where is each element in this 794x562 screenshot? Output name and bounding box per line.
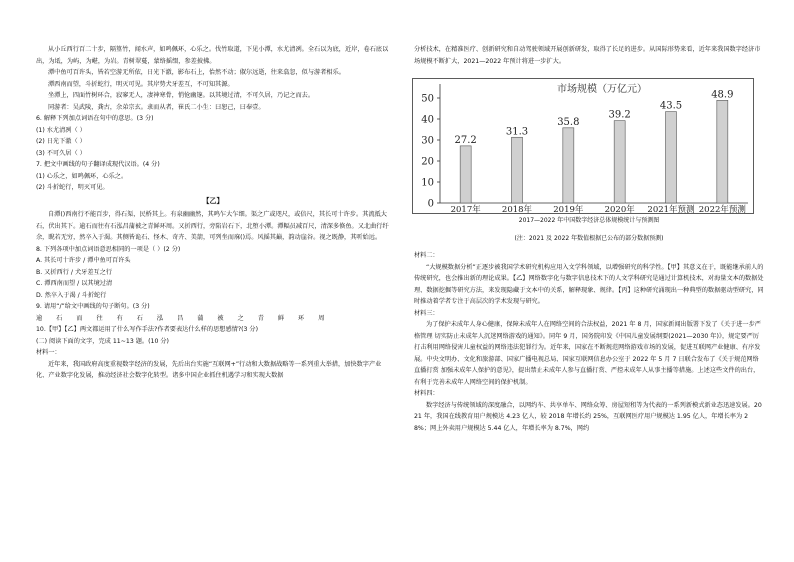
bar-3 bbox=[614, 121, 625, 203]
material-1-title: 材料一： bbox=[36, 349, 61, 356]
material-3-text: 为了保护未成年人身心健康，保障未成年人在网络空间的合法权益，2021 年 8 月，国家新闻出版署下发了《关于进一步严格管理 切实防止未成年人沉迷网络游戏的通知》。同年 9 月，国务院印发《中国儿童发展纲要(2021—2030 年)》，规定要严厉打击利用网络侵害儿童权益的网络违法犯罪行为。近年来，国家在不断规范网络游戏市场的发展，促进互联网产业健康、有序发展。中央文明办、文化和旅游部、国家广播电视总局、国家互联网信息办公室于 2022 年 5 月 7 日联合发布了《关于规范网络直播打赏 加强未成年人保护的意见》，提出禁止未成年人参与直播打赏、严控未成年人从事主播等措施。上述这些文件的出台，有利于完善未成年人网络空间的保护机制。 bbox=[414, 321, 761, 386]
bar-1 bbox=[512, 137, 523, 203]
passage-jia-para-4: 坐潭上，四面竹树环合，寂寥无人，凄神寒骨，悄怆幽邃。以其境过清，不可久居，乃记之而去。 bbox=[48, 92, 315, 99]
data-label-0: 27.2 bbox=[454, 134, 477, 146]
y-tick-label-3: 30 bbox=[421, 135, 434, 147]
y-tick-label-4: 40 bbox=[421, 114, 434, 126]
right-column bbox=[414, 0, 764, 434]
material-3-title: 材料三： bbox=[414, 309, 439, 317]
question-7-item-2: (2) 斗折蛇行，明灭可见。 bbox=[36, 184, 109, 191]
question-6: 6. 解释下列加点词语在句中的意思。(3 分) bbox=[36, 115, 154, 122]
question-8: 8. 下列各项中加点词语意思相同的一项是（ ）(2 分) bbox=[36, 245, 181, 253]
bar-0 bbox=[460, 146, 471, 203]
data-label-5: 48.9 bbox=[711, 89, 734, 101]
chart-title: 市场规模（万亿元） bbox=[557, 84, 647, 95]
passage-jia-para-5: 同游者：吴武陵，龚古，余弟宗玄。隶而从者，崔氏二小生：曰恕己，曰奉壹。 bbox=[48, 103, 265, 111]
passage-yi-text: 自潭()西南行不能百步，得石渠，民桥其上。有泉幽幽然，其鸣乍大乍细。渠之广或咫尺，或倍尺，其长可十许步。其流抵大石，伏出其下。逾石而往有石泓昌蒲被之青鲜环周。又折西行，旁陷岩石下，北堕小潭。潭幅员减百尺，清深多倏鱼。又北曲行纡余，睨若无穷，然卒入于渴。其侧皆诡石、怪木、奇卉、美箭，可列坐而庥()焉。风摇其巅，韵动崖谷。视之既静，其听始远。 bbox=[36, 211, 389, 241]
x-tick-label-0: 2017年 bbox=[450, 205, 481, 214]
x-tick-label-3: 2020年 bbox=[604, 205, 635, 214]
data-label-3: 39.2 bbox=[608, 109, 631, 121]
chart-canvas bbox=[412, 78, 754, 214]
data-label-2: 35.8 bbox=[557, 116, 580, 128]
y-tick-label-0: 0 bbox=[427, 198, 434, 210]
x-tick-label-1: 2018年 bbox=[501, 205, 533, 214]
passage-jia-para-1: 从小丘西行百二十步，隔篁竹，闻水声，如鸣佩环，心乐之。伐竹取道，下见小潭，水尤清冽。全石以为底，近岸，卷石底以出，为坻，为屿，为嵁，为岩。青树翠蔓，蒙络摇缀，参差披拂。 bbox=[36, 46, 389, 65]
question-7-item-1: (1) 心乐之，如鸣佩环，心乐之。 bbox=[36, 172, 128, 180]
question-10: 10.【甲】【乙】两文都运用了什么写作手法?作者要表达什么样的思想感情?(3 分) bbox=[36, 326, 259, 333]
question-6-item-2: (2) 日光下澈（ ） bbox=[36, 138, 86, 145]
material-4-text: 数字经济与传统领域的深度融合，以网约车、共享单车、网络众筹、房屋短租等为代表的一系列新模式新业态迅速发展。2021 年，我国在线教育用户规模达 4.23 亿人，较 2018 年增长约 25%，互联网医疗用户规模达 1.95 亿人，年增长率为 28%；网上外卖用户规模达 5.44 亿人，年增长率为 8.7%，网约 bbox=[414, 401, 762, 432]
material-1-text: 近年来，我国政府高度重视数字经济的发展，先后出台实施“互联网+”行动和大数据战略等一系列重大举措，加快数字产业化、产业数字化发展，推动经济社会数字化转型。诸多中国企业抓住机遇学习和实现大数据 bbox=[36, 360, 382, 379]
x-tick-label-4: 2021年预测 bbox=[647, 205, 695, 214]
passage-jia-para-3: 潭西南而望，斗折蛇行，明灭可见。其岸势犬牙差互，不可知其源。 bbox=[48, 80, 234, 88]
data-label-4: 43.5 bbox=[659, 100, 683, 112]
material-1-continued: 分析技术，在精准医疗、创新研究和自动驾驶领域开展创新研发，取得了长足的进步。从国际形势来看，近年来我国数字经济市场规模不断扩大，2021—2022 年预计将进一步扩大。 bbox=[414, 46, 761, 65]
left-column bbox=[36, 0, 390, 382]
y-tick-label-1: 10 bbox=[421, 177, 434, 189]
chart-note: (注：2021 及 2022 年数值根据已公布的部分数据预测) bbox=[514, 234, 664, 242]
data-label-1: 31.3 bbox=[505, 126, 529, 138]
material-4-title: 材料四： bbox=[414, 390, 439, 397]
question-6-item-1: (1) 水尤清冽（ ） bbox=[36, 126, 86, 134]
question-8-option-d: D. 然卒入于渴 / 斗折蛇行 bbox=[36, 291, 107, 299]
x-tick-label-2: 2019年 bbox=[553, 205, 584, 214]
question-9: 9. 请用“/”给文中画线的句子断句。(3 分) bbox=[36, 303, 150, 310]
passage-yi-title: 【乙】 bbox=[202, 196, 224, 205]
y-tick-label-5: 50 bbox=[421, 93, 434, 105]
bar-5 bbox=[717, 100, 728, 203]
question-8-option-b: B. 又折西行 / 犬牙差互之行 bbox=[36, 268, 113, 276]
question-9-sentence: 逾 石 而 往 有 石 泓 昌 蒲 被 之 青 鲜 环 周 bbox=[36, 314, 331, 322]
question-7: 7. 把文中画线的句子翻译成现代汉语。(4 分) bbox=[36, 161, 160, 168]
material-2-title: 材料二： bbox=[414, 252, 439, 259]
x-tick-label-5: 2022年预测 bbox=[698, 205, 746, 214]
material-2-text: “大规模数据分析”正逐步被我国学术研究机构应用入文学科领域，以增强研究的科学性。【甲】其意义在于，既能继承前人的传统研究，也会推出新的理论成果。【乙】网络数字化与数字信息技术下的人文学科研究是通过计算机技术，对海量文本的数据处理、数据挖掘等研究方法，来发现隐藏于文本中的关系，解释现象、规律。【丙】这种研究涌现出一种典型的数据驱动型研究，同时推动着学者专注于高层次的学术发现与研究。 bbox=[414, 263, 764, 305]
y-tick-label-2: 20 bbox=[421, 156, 434, 168]
bar-4 bbox=[666, 112, 677, 203]
market-size-chart bbox=[412, 78, 754, 214]
question-6-item-3: (3) 不可久居（ ） bbox=[36, 149, 86, 157]
section-2-heading: (二) 阅读下面的文字，完成 11~13 题。(10 分) bbox=[36, 337, 169, 345]
question-8-option-a: A. 其长可十许步 / 潭中鱼可百许头 bbox=[36, 257, 131, 264]
question-8-option-c: C. 潭西南而望 / 以其境过清 bbox=[36, 280, 113, 287]
chart-caption: 2017—2022 年中国数字经济总体规模统计与预测图 bbox=[518, 217, 660, 224]
bar-2 bbox=[563, 128, 574, 203]
passage-jia-para-2: 潭中鱼可百许头，皆若空游无所依，日光下澈，影布石上，佁然不动；俶尔远逝，往来翕忽，似与游者相乐。 bbox=[48, 69, 345, 76]
